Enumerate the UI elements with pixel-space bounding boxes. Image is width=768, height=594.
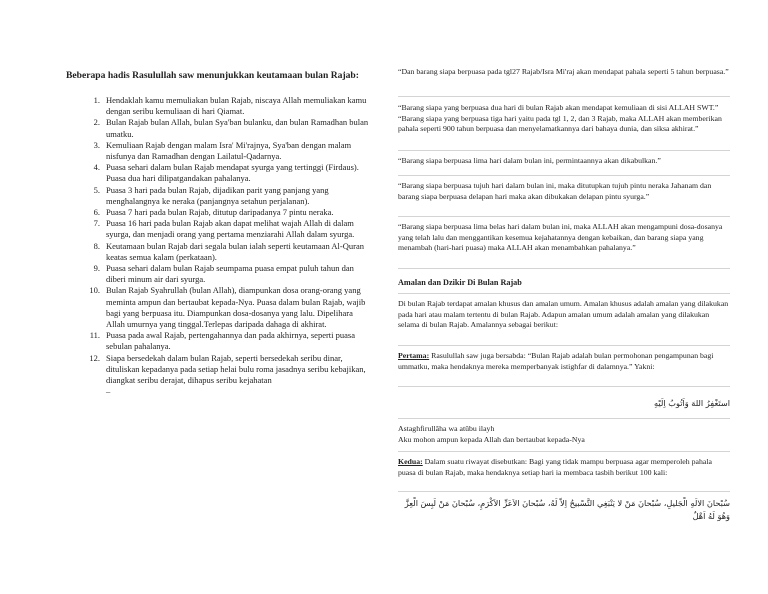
list-item: [66, 330, 372, 352]
quote-4: “Barang siapa berpuasa tujuh hari dalam bulan ini, maka ditutupkan tujuh pintu neraka Jahanam dan barang siapa berpuasa delapan hari maka akan dibukakan delapan pintu syurga.”: [398, 181, 712, 201]
divider: [398, 150, 730, 151]
section-heading: Amalan dan Dzikir Di Bulan Rajab: [398, 278, 522, 287]
list-number: 7.: [93, 218, 100, 229]
list-text: Puasa sehari dalam bulan Rajab mendapat syurga yang tertinggi (Firdaus). Puasa dua hari dilipatgandakan pahalanya.: [106, 162, 359, 184]
kedua-text: Dalam suatu riwayat disebutkan: Bagi yang tidak mampu berpuasa agar memperoleh pahala puasa di bulan Rajab, maka hendaknya setiap hari ia membaca tasbih berikut 100 kali:: [398, 457, 712, 477]
divider: [398, 216, 730, 217]
list-number: 11.: [89, 330, 100, 341]
quote-1: “Dan barang siapa berpuasa pada tgl27 Rajab/Isra Mi'raj akan mendapat pahala seperti 5 tahun berpuasa.”: [398, 67, 729, 76]
pertama-label: Pertama:: [398, 351, 430, 360]
list-item: [66, 185, 372, 207]
divider: [398, 491, 730, 492]
intro-paragraph: Di bulan Rajab terdapat amalan khusus dan amalan umum. Amalan khusus adalah amalan yang dilakukan pada hari atau malam tertentu di bulan Rajab. Adapun amalan umum adalah amalan yang dilakukan selama di bulan Rajab. Amalannya sebagai berikut:: [398, 299, 729, 330]
pertama-paragraph: [398, 351, 730, 372]
list-text: Bulan Rajab bulan Allah, bulan Sya'ban bulanku, dan bulan Ramadhan bulan umatku.: [106, 117, 369, 139]
list-item: [66, 218, 372, 240]
transliteration: Astaghfirullâha wa atûbu ilayh: [398, 424, 495, 433]
quote-5: “Barang siapa berpuasa lima belas hari dalam bulan ini, maka ALLAH akan mengampuni dosa-dosanya yang telah lalu dan menggantikan kesemua kejahatannya dengan kebaikan, dan barang siapa yang menambah (hari-hari puasa) maka ALLAH akan menambahkan pahalanya.”: [398, 222, 723, 253]
kedua-paragraph: [398, 457, 730, 478]
list-text: Keutamaan bulan Rajab dari segala bulan ialah seperti keutamaan Al-Quran keatas semua kalam (perkataan).: [106, 240, 364, 262]
list-item: [66, 353, 372, 398]
kedua-label: Kedua:: [398, 457, 423, 466]
list-item: [66, 140, 372, 162]
list-number: 8.: [93, 240, 100, 251]
divider: [398, 345, 730, 346]
divider: [398, 268, 730, 269]
section-title: Beberapa hadis Rasulullah saw menunjukkan keutamaan bulan Rajab:: [66, 70, 359, 81]
list-item: [66, 285, 372, 330]
trailing-dash: –: [106, 386, 111, 397]
list-number: 1.: [93, 95, 100, 105]
list-item: [66, 263, 372, 285]
list-item: [66, 117, 372, 139]
list-number: 6.: [93, 207, 100, 218]
list-text: Puasa pada awal Rajab, pertengahannya dan pada akhirnya, seperti puasa sebulan pahalanya.: [106, 330, 355, 352]
arabic-istighfar: استَغْفِرُ اللهَ وَاَتُوبُ اِلَيْهِ: [654, 398, 730, 408]
list-number: 5.: [93, 184, 100, 195]
quote-3: “Barang siapa berpuasa lima hari dalam bulan ini, permintaannya akan dikabulkan.”: [398, 156, 661, 165]
list-item: [66, 207, 372, 218]
list-text: Bulan Rajab Syahrullah (bulan Allah), diampunkan dosa orang-orang yang meminta ampun dan bertaubat kepada-Nya. Puasa dalam bulan Rajab, wajib bagi yang berpuasa itu. Diampunkan dosa-dosanya yang lalu. Dipelihara Allah umurnya yang tinggal.Terlepas daripada dahaga di akhirat.: [106, 285, 366, 330]
list-number: 12.: [89, 352, 100, 363]
divider: [398, 418, 730, 419]
pertama-text: Rasulullah saw juga bersabda: “Bulan Rajab adalah bulan permohonan pengampunan bagi ummatku, maka hendaknya mereka memperbanyak istighfar di dalamnya.” Yakni:: [398, 351, 714, 371]
list-number: 3.: [93, 139, 100, 150]
list-number: 9.: [93, 263, 100, 274]
list-text: Siapa bersedekah dalam bulan Rajab, seperti bersedekah seribu dinar, dituliskan kepadanya pada setiap helai bulu roma jasadnya seribu kebajikan, diangkat seribu derajat, dihapus seribu kejahatan: [106, 352, 366, 386]
list-number: 10.: [89, 285, 100, 296]
hadith-list: [66, 95, 372, 397]
list-number: 2.: [93, 117, 100, 128]
list-text: Puasa 3 hari pada bulan Rajab, dijadikan parit yang panjang yang menghalangnya ke neraka (panjangnya setahun perjalanan).: [106, 184, 329, 206]
arabic-tasbih: سُبْحانَ الالَهِ الْجَليلِ، سُبْحانَ مَنْ لا يَنْبَغِي التَّسْبيحُ اِلاّ لَهُ، سُبْحانَ الاَعَزِّ الاَكْرَمِ، سُبْحانَ مَنْ لَبِسَ الْعِزَّ وَهُوَ لَهُ اَهْلٌ: [404, 498, 730, 521]
list-text: Puasa sehari dalam bulan Rajab seumpama puasa empat puluh tahun dan diberi minum air dari syurga.: [106, 263, 354, 285]
list-text: Puasa 7 hari pada bulan Rajab, ditutup daripadanya 7 pintu neraka.: [106, 207, 334, 218]
divider: [398, 175, 730, 176]
list-text: Hendaklah kamu memuliakan bulan Rajab, niscaya Allah memuliakan kamu dengan seribu kemuliaan di hari Qiamat.: [106, 95, 367, 117]
quote-2: “Barang siapa yang berpuasa dua hari di bulan Rajab akan mendapat kemuliaan di sisi ALLAH SWT.” “Barang siapa yang berpuasa tiga hari yaitu pada tgl 1, 2, dan 3 Rajab, maka ALLAH akan memberikan pahala seperti 900 tahun berpuasa dan menyelamatkannya dari bahaya dunia, dan siksa akhirat.”: [398, 103, 722, 134]
list-item: [66, 162, 372, 184]
list-item: [66, 95, 372, 117]
list-text: Puasa 16 hari pada bulan Rajab akan dapat melihat wajah Allah di dalam syurga, dan menjadi orang yang pertama menziarahi Allah dalam syurga.: [106, 218, 355, 240]
list-text: Kemuliaan Rajab dengan malam Isra' Mi'rajnya, Sya'ban dengan malam nisfunya dan Ramadhan dengan Lailatul-Qadarnya.: [106, 139, 352, 162]
divider: [398, 386, 730, 387]
divider: [398, 96, 730, 97]
list-number: 4.: [93, 162, 100, 173]
divider: [398, 451, 730, 452]
divider: [398, 293, 730, 294]
translation: Aku mohon ampun kepada Allah dan bertaubat kepada-Nya: [398, 435, 585, 444]
list-item: [66, 241, 372, 263]
